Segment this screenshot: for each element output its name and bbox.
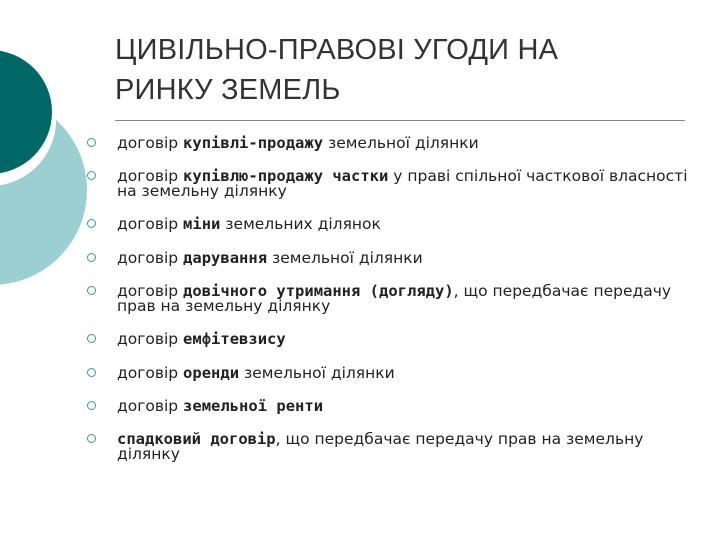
- list-item: [87, 169, 707, 199]
- item-prefix: договір: [117, 397, 184, 415]
- item-suffix: земельної ділянки: [267, 249, 423, 267]
- item-prefix: договір: [117, 249, 184, 267]
- item-prefix: договір: [117, 364, 184, 382]
- item-prefix: договір: [117, 330, 184, 348]
- item-prefix: договір: [117, 167, 184, 185]
- item-emphasis: емфітевзису: [183, 330, 286, 348]
- bullet-circle-icon: [87, 286, 96, 295]
- list-item: [87, 399, 707, 414]
- bullet-circle-icon: [87, 401, 96, 410]
- item-emphasis: міни: [183, 215, 221, 233]
- list-item: [87, 366, 707, 381]
- decorative-circles: [0, 0, 100, 300]
- item-emphasis: довічного утримання (догляду): [183, 282, 454, 300]
- item-emphasis: купівлі-продажу: [183, 134, 324, 152]
- list-item: [87, 332, 707, 347]
- item-suffix: , що передбачає передачу прав на земельну ділянку: [117, 430, 644, 463]
- list-item: [87, 217, 707, 232]
- item-suffix: у праві спільної часткової власності на земельну ділянку: [117, 167, 688, 200]
- bullet-circle-icon: [87, 171, 96, 180]
- bullet-circle-icon: [87, 138, 96, 147]
- item-suffix: земельної ділянки: [323, 134, 479, 152]
- list-item: [87, 251, 707, 266]
- contract-type-list: [87, 128, 707, 463]
- slide-title-line-1: ЦИВІЛЬНО-ПРАВОВІ УГОДИ НА: [115, 34, 559, 66]
- item-emphasis: земельної ренти: [183, 397, 324, 415]
- item-suffix: , що передбачає передачу прав на земельну ділянку: [117, 282, 672, 315]
- item-emphasis: спадковий договір: [117, 430, 276, 448]
- item-suffix: земельної ділянки: [239, 364, 395, 382]
- item-emphasis: дарування: [183, 249, 268, 267]
- item-prefix: договір: [117, 134, 184, 152]
- bullet-circle-icon: [87, 334, 96, 343]
- bullet-circle-icon: [87, 368, 96, 377]
- item-emphasis: оренди: [183, 364, 240, 382]
- bullet-circle-icon: [87, 434, 96, 443]
- item-emphasis: купівлю-продажу частки: [183, 167, 389, 185]
- item-prefix: договір: [117, 215, 184, 233]
- bullet-circle-icon: [87, 253, 96, 262]
- item-suffix: земельних ділянок: [220, 215, 381, 233]
- slide-title-line-2: РИНКУ ЗЕМЕЛЬ: [115, 74, 341, 106]
- list-item: [87, 284, 707, 314]
- item-prefix: договір: [117, 282, 184, 300]
- title-divider: [115, 120, 685, 121]
- bullet-circle-icon: [87, 219, 96, 228]
- list-item: [87, 136, 707, 151]
- list-item: [87, 432, 707, 462]
- slide-title: [115, 30, 675, 110]
